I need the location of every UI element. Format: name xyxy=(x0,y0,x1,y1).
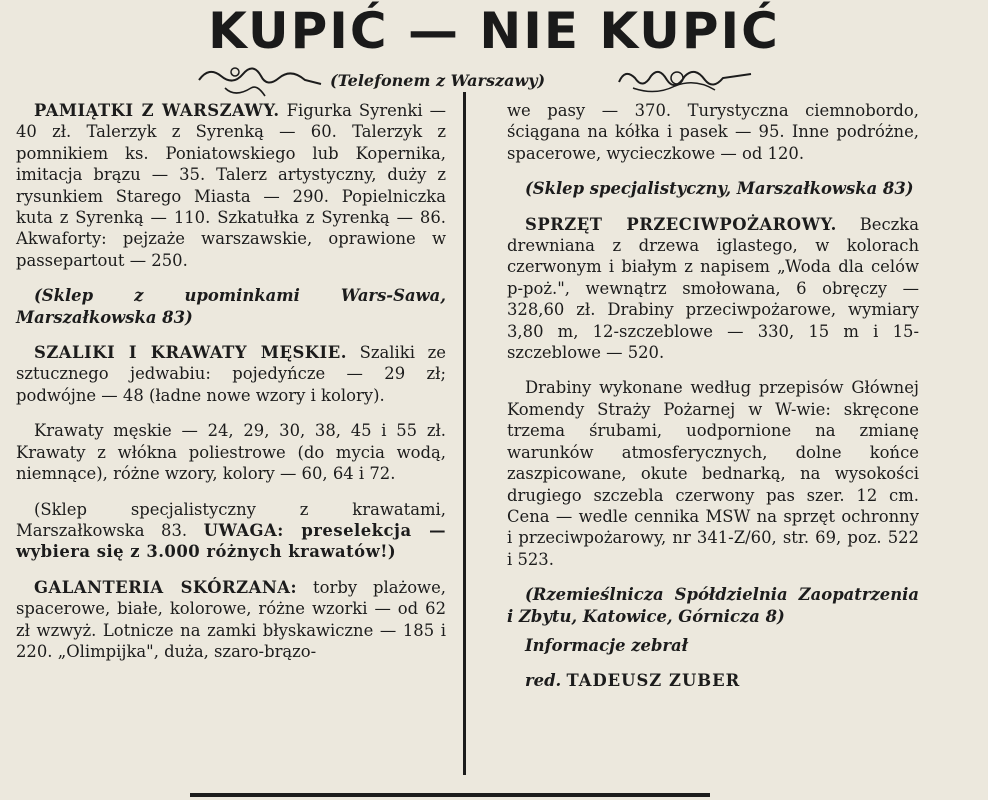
shop-source: (Sklep z upominkami Wars-Sawa, Marszałkowska 83) xyxy=(16,286,446,327)
author-credit-line1 xyxy=(507,635,919,656)
section-leather-goods xyxy=(16,577,446,663)
section-body-ladders: Drabiny wykonane według przepisów Głównej Komendy Straży Pożarnej w W-wie: skręcone trzema śrubami, uodpornione na zmianę warunków atmosferycznych, dolne końce zaszpicowane, okute bednarką, na wysokości drugiego szczebla czerwony pas szer. 12 cm. Cena — wedle cennika MSW na sprzęt ochronny i przeciwpożarowy, nr 341-Z/60, str. 69, poz. 522 i 523. xyxy=(507,378,919,569)
section-body: torby plażowe, spacerowe, białe, kolorowe, różne wzorki — od 62 zł wzwyż. Lotnicze na zamki błyskawiczne — 185 i 220. „Olimpijka", duża, szaro-brązo- xyxy=(16,577,446,661)
shop-note: UWAGA: preselekcja — wybiera się z 3.000 różnych krawatów!) xyxy=(16,520,446,562)
section-heading: PAMIĄTKI Z WARSZAWY. xyxy=(34,101,280,120)
section-body-ties: Krawaty męskie — 24, 29, 30, 38, 45 i 55 zł. Krawaty z włókna poliestrowe (do mycia wodą, niemnące), różne wzory, kolory — 60, 64 i 72. xyxy=(16,421,446,484)
section-body: Figurka Syrenki — 40 zł. Talerzyk z Syrenką — 60. Talerzyk z pomnikiem ks. Poniatowskiego lub Kopernika, imitacja brązu — 35. Talerz artystyczny, duży z rysunkiem Starego Miasta — 290. Popielniczka kuta z Syrenką — 110. Szkatułka z Syrenką — 86. Akwaforty: pejzaże warszawskie, oprawione w passepartout — 250. xyxy=(16,101,446,270)
shop-source: (Sklep specjalistyczny z krawatami, Marszałkowska 83. xyxy=(16,499,446,540)
section-heading: SZALIKI I KRAWATY MĘSKIE. xyxy=(34,343,347,363)
author-name: TADEUSZ ZUBER xyxy=(566,671,741,691)
shop-source-ties xyxy=(16,499,446,563)
shop-source: (Sklep specjalistyczny, Marszałkowska 83) xyxy=(525,179,914,199)
section-souvenirs xyxy=(16,100,446,271)
left-column xyxy=(16,100,446,676)
credit-title: red. xyxy=(525,671,562,691)
section-fire-equipment xyxy=(507,214,919,364)
shop-source: (Rzemieślnicza Spółdzielnia Zaopatrzenia i Zbytu, Katowice, Górnicza 8) xyxy=(507,585,919,626)
column-divider xyxy=(463,92,466,775)
section-body: Beczka drewniana z drzewa iglastego, w kolorach czerwonym i białym z napisem „Woda dla celów p-poż.", wewnątrz smołowana, 6 obręczy — 328,60 zł. Drabiny przeciwpożarowe, wymiary 3,80 m, 12-szczeblowe — 330, 15 m i 15-szczeblowe — 520. xyxy=(507,214,919,363)
section-heading: GALANTERIA SKÓRZANA: xyxy=(34,577,298,597)
right-column xyxy=(507,100,919,706)
byline: (Telefonem z Warszawy) xyxy=(330,71,546,90)
author-credit-line2 xyxy=(507,670,919,691)
page-title: KUPIĆ — NIE KUPIĆ xyxy=(208,2,780,60)
right-ornament-icon xyxy=(615,62,755,100)
section-leather-goods-continued: we pasy — 370. Turystyczna ciemnobordo, ściągana na kółka i pasek — 95. Inne podróżne, spacerowe, wycieczkowe — od 120. xyxy=(507,101,919,163)
section-scarves-ties xyxy=(16,342,446,406)
credit-role: Informacje zebrał xyxy=(525,635,688,655)
section-heading: SPRZĘT PRZECIWPOŻAROWY. xyxy=(525,214,837,234)
section-body: Szaliki ze sztucznego jedwabiu: pojedyńcze — 29 zł; podwójne — 48 (ładne nowe wzory i kolory). xyxy=(16,343,446,405)
bottom-rule xyxy=(190,793,710,797)
